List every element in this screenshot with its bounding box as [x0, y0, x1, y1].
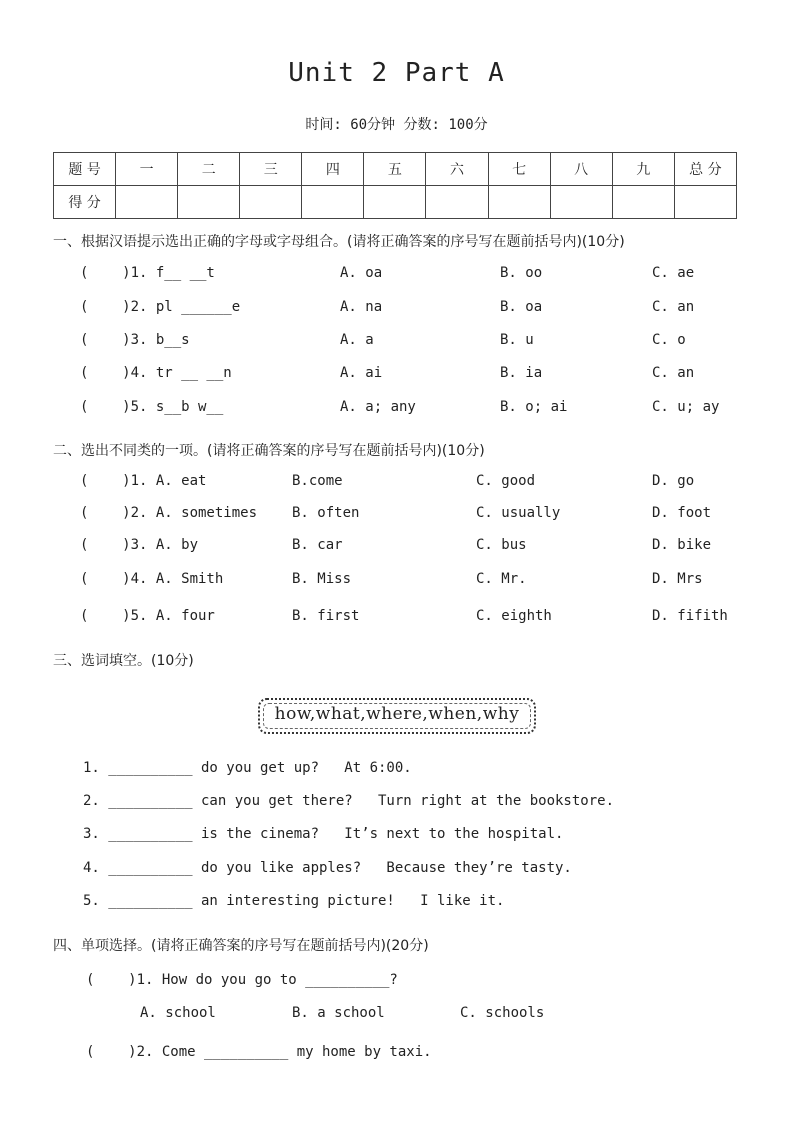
s4-q1-option-c: C. schools — [460, 1005, 545, 1021]
s2-q2-stem: ( )2. A. sometimes — [80, 505, 258, 521]
score-cell-8: 八 — [550, 153, 612, 186]
s2-q3-option-c: C. bus — [476, 537, 527, 553]
score-cell-5: 五 — [364, 153, 426, 186]
s1-q3-option-b: B. u — [500, 332, 534, 348]
s1-q4-option-b: B. ia — [500, 365, 543, 381]
score-input-5[interactable] — [364, 186, 426, 219]
s3-q4: 4. __________ do you like apples? Because they’re tasty. — [83, 860, 572, 876]
section-3-title: 三、选词填空。(10分) — [53, 653, 194, 669]
page-title: Unit 2 Part A — [288, 58, 505, 88]
s2-q5-stem: ( )5. A. four — [80, 608, 215, 624]
s1-q1-option-c: C. ae — [652, 265, 695, 281]
s2-q4-option-d: D. Mrs — [652, 571, 703, 587]
score-cell-7: 七 — [488, 153, 550, 186]
s2-q5-option-c: C. eighth — [476, 608, 552, 624]
score-cell-3: 三 — [240, 153, 302, 186]
score-cell-9: 九 — [612, 153, 674, 186]
s2-q4-option-c: C. Mr. — [476, 571, 527, 587]
s1-q5-option-a: A. a; any — [340, 399, 416, 415]
score-input-2[interactable] — [178, 186, 240, 219]
s2-q1-option-b: B.come — [292, 473, 343, 489]
section-1-title: 一、根据汉语提示选出正确的字母或字母组合。(请将正确答案的序号写在题前括号内)(10分) — [53, 234, 625, 250]
s1-q5-option-b: B. o; ai — [500, 399, 568, 415]
s1-q2-stem: ( )2. pl ______e — [80, 299, 241, 315]
s2-q5-option-d: D. fifith — [652, 608, 728, 624]
s1-q1-stem: ( )1. f__ __t — [80, 265, 215, 281]
score-input-4[interactable] — [302, 186, 364, 219]
score-table — [53, 152, 737, 219]
score-row-label: 得 分 — [54, 186, 116, 219]
score-input-total[interactable] — [674, 186, 736, 219]
score-input-6[interactable] — [426, 186, 488, 219]
score-input-3[interactable] — [240, 186, 302, 219]
s3-q1: 1. __________ do you get up? At 6:00. — [83, 760, 412, 776]
s2-q4-option-b: B. Miss — [292, 571, 352, 587]
s1-q4-stem: ( )4. tr __ __n — [80, 365, 232, 381]
score-cell-label: 题 号 — [54, 153, 116, 186]
s1-q3-option-a: A. a — [340, 332, 374, 348]
s2-q3-stem: ( )3. A. by — [80, 537, 199, 553]
word-bank-box — [258, 698, 536, 734]
s2-q1-stem: ( )1. A. eat — [80, 473, 207, 489]
s2-q4-stem: ( )4. A. Smith — [80, 571, 224, 587]
s1-q2-option-a: A. na — [340, 299, 383, 315]
score-input-7[interactable] — [488, 186, 550, 219]
s3-q3: 3. __________ is the cinema? It’s next to the hospital. — [83, 826, 564, 842]
s2-q1-option-d: D. go — [652, 473, 695, 489]
section-2-title: 二、选出不同类的一项。(请将正确答案的序号写在题前括号内)(10分) — [53, 443, 485, 459]
score-cell-1: 一 — [116, 153, 178, 186]
s4-q1-option-b: B. a school — [292, 1005, 385, 1021]
s1-q1-option-b: B. oo — [500, 265, 543, 281]
s1-q1-option-a: A. oa — [340, 265, 383, 281]
score-cell-2: 二 — [178, 153, 240, 186]
s1-q4-option-a: A. ai — [340, 365, 383, 381]
s2-q5-option-b: B. first — [292, 608, 360, 624]
section-4-title: 四、单项选择。(请将正确答案的序号写在题前括号内)(20分) — [53, 938, 429, 954]
s2-q1-option-c: C. good — [476, 473, 536, 489]
s1-q5-stem: ( )5. s__b w__ — [80, 399, 224, 415]
score-table-score-row — [54, 186, 737, 219]
score-table-header-row — [54, 153, 737, 186]
score-input-8[interactable] — [550, 186, 612, 219]
exam-info: 时间: 60分钟 分数: 100分 — [305, 117, 488, 133]
s1-q3-option-c: C. o — [652, 332, 686, 348]
score-cell-6: 六 — [426, 153, 488, 186]
s1-q4-option-c: C. an — [652, 365, 695, 381]
s2-q2-option-c: C. usually — [476, 505, 561, 521]
word-bank-words: how,what,where,when,why — [274, 704, 520, 724]
s1-q2-option-c: C. an — [652, 299, 695, 315]
s4-q1-option-a: A. school — [140, 1005, 216, 1021]
score-cell-total: 总 分 — [674, 153, 736, 186]
score-input-1[interactable] — [116, 186, 178, 219]
score-input-9[interactable] — [612, 186, 674, 219]
s3-q5: 5. __________ an interesting picture! I like it. — [83, 893, 505, 909]
s2-q3-option-d: D. bike — [652, 537, 712, 553]
s4-q1-stem: ( )1. How do you go to __________? — [86, 972, 398, 988]
s3-q2: 2. __________ can you get there? Turn right at the bookstore. — [83, 793, 615, 809]
score-cell-4: 四 — [302, 153, 364, 186]
s2-q2-option-b: B. often — [292, 505, 360, 521]
s1-q2-option-b: B. oa — [500, 299, 543, 315]
s4-q2-stem: ( )2. Come __________ my home by taxi. — [86, 1044, 432, 1060]
s2-q2-option-d: D. foot — [652, 505, 712, 521]
s1-q3-stem: ( )3. b__s — [80, 332, 190, 348]
s1-q5-option-c: C. u; ay — [652, 399, 720, 415]
s2-q3-option-b: B. car — [292, 537, 343, 553]
